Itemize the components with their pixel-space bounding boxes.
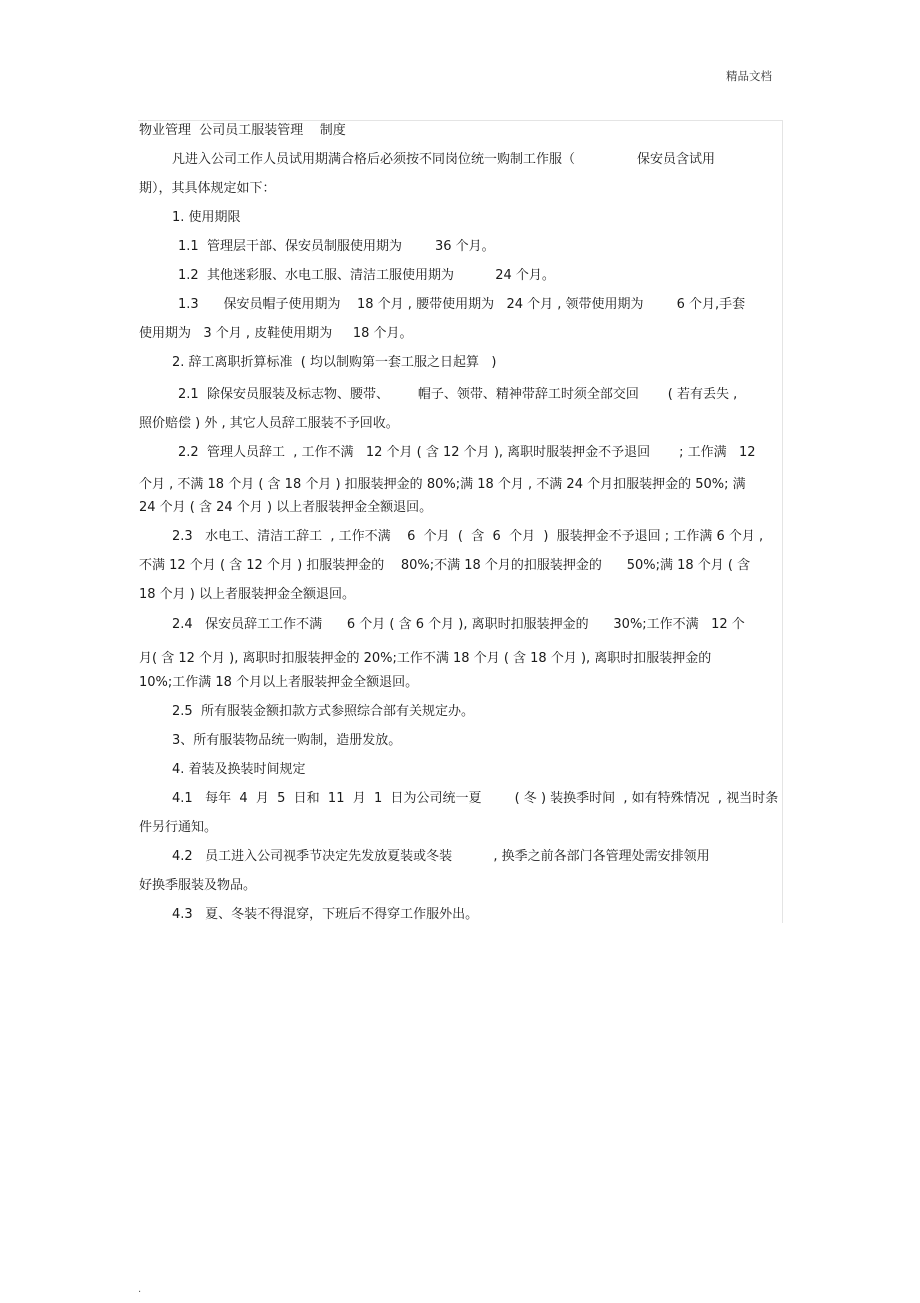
document-line: 3、所有服装物品统一购制，造册发放。 — [172, 733, 402, 748]
document-line: 1.2 其他迷彩服、水电工服、清洁工服使用期为 24 个月。 — [178, 268, 555, 283]
document-line: 4.2 员工进入公司视季节决定先发放夏装或冬装 , 换季之前各部门各管理处需安排领用 — [172, 849, 710, 864]
document-line: 使用期为 3 个月 , 皮鞋使用期为 18 个月。 — [139, 326, 413, 341]
document-line: 凡进入公司工作人员试用期满合格后必须按不同岗位统一购制工作服（ 保安员含试用 — [172, 152, 715, 167]
document-line: 好换季服装及物品。 — [139, 878, 257, 893]
document-line: 不满 12 个月 ( 含 12 个月 ) 扣服装押金的 80%;不满 18 个月的扣服装押金的 50%;满 18 个月 ( 含 — [139, 558, 751, 573]
document-line: 1. 使用期限 — [172, 210, 241, 225]
watermark-header: 精品文档 — [726, 69, 772, 83]
document-line: 18 个月 ) 以上者服装押金全额退回。 — [139, 587, 356, 602]
document-line: 1.3 保安员帽子使用期为 18 个月 , 腰带使用期为 24 个月 , 领带使用期为 6 个月,手套 — [178, 297, 746, 312]
document-line: 4.3 夏、冬装不得混穿，下班后不得穿工作服外出。 — [172, 907, 479, 922]
document-line: 2. 辞工离职折算标准 ( 均以制购第一套工服之日起算 ) — [172, 355, 497, 370]
document-line: 物业管理 公司员工服装管理 制度 — [139, 123, 346, 138]
document-line: 4. 着装及换装时间规定 — [172, 762, 306, 777]
document-line: 个月 , 不满 18 个月 ( 含 18 个月 ) 扣服装押金的 80%;满 18 个月 , 不满 24 个月扣服装押金的 50%; 满 — [139, 477, 746, 492]
document-line: 1.1 管理层干部、保安员制服使用期为 36 个月。 — [178, 239, 495, 254]
document-line: 24 个月 ( 含 24 个月 ) 以上者服装押金全额退回。 — [139, 500, 433, 515]
document-line: 件另行通知。 — [139, 820, 218, 835]
document-line: 期），其具体规定如下： — [139, 181, 276, 196]
document-line: 4.1 每年 4 月 5 日和 11 月 1 日为公司统一夏 ( 冬 ) 装换季时间 , 如有特殊情况 , 视当时条 — [172, 791, 779, 806]
document-line: 2.1 除保安员服装及标志物、腰带、 帽子、领带、精神带辞工时须全部交回 ( 若有丢失 , — [178, 387, 738, 402]
document-line: 2.5 所有服装金额扣款方式参照综合部有关规定办。 — [172, 704, 474, 719]
footer-mark: . — [138, 1284, 142, 1295]
document-line: 2.3 水电工、清洁工辞工 , 工作不满 6 个月 ( 含 6 个月 ) 服装押金不予退回 ; 工作满 6 个月 , — [172, 529, 764, 544]
document-line: 照价赔偿 ) 外 , 其它人员辞工服装不予回收。 — [139, 416, 399, 431]
document-line: 月( 含 12 个月 ), 离职时扣服装押金的 20%;工作不满 18 个月 ( 含 18 个月 ), 离职时扣服装押金的 — [139, 651, 712, 666]
document-line: 2.4 保安员辞工工作不满 6 个月 ( 含 6 个月 ), 离职时扣服装押金的 30%;工作不满 12 个 — [172, 617, 745, 632]
document-line: 2.2 管理人员辞工 , 工作不满 12 个月 ( 含 12 个月 ), 离职时服装押金不予退回 ; 工作满 12 — [178, 445, 756, 460]
document-line: 10%;工作满 18 个月以上者服装押金全额退回。 — [139, 675, 419, 690]
